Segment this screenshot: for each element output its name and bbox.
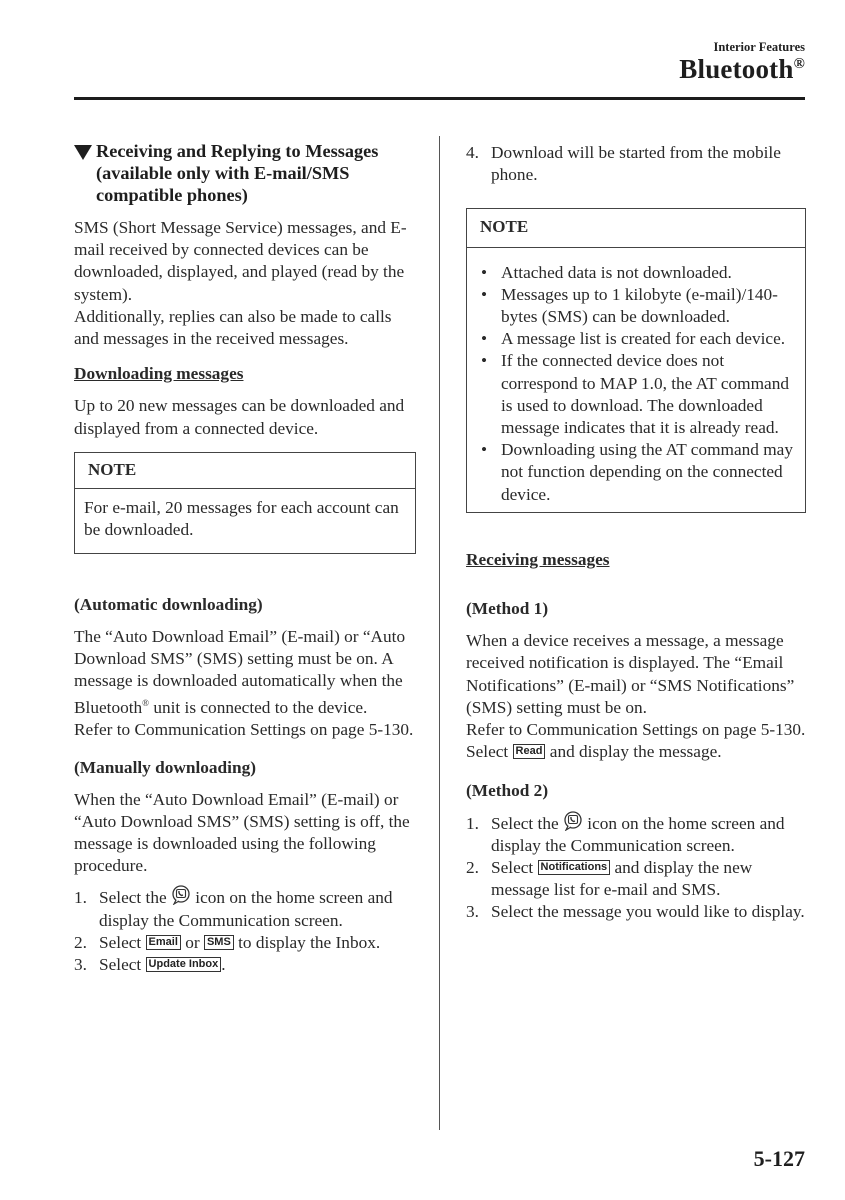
step-text: icon on the home screen and display the Communication screen. [99,888,393,930]
section-heading [74,140,416,206]
step-text: Select the message you would like to display. [491,902,805,922]
list-item [467,284,797,328]
right-column [466,142,806,924]
manual-steps-list [74,887,416,976]
note-item-text: Messages up to 1 kilobyte (e-mail)/140-bytes (SMS) can be downloaded. [501,284,778,327]
step-number: 3. [466,902,479,922]
automatic-reference: Refer to Communication Settings on page 5-130. [74,720,414,740]
page-title-text: Bluetooth [679,54,794,84]
step-number: 4. [466,143,479,162]
manual-steps-continued [466,142,806,186]
method-2-heading: (Method 2) [466,781,549,801]
method-1-paragraph: When a device receives a message, a message received notification is displayed. The “Email Notifications” (E-mail) or “SMS Notifications” (SMS) setting must be on. [466,631,795,717]
step-text: Select the [99,888,171,908]
communication-icon [563,811,583,831]
step-number: 2. [74,932,87,952]
registered-mark: ® [793,56,805,72]
note-item-text: Downloading using the AT command may not function depending on the connected device. [501,440,793,504]
list-item [466,857,806,901]
automatic-text: The “Auto Download Email” (E-mail) or “Auto Download SMS” (SMS) setting must be on. A message is downloaded automatically when the Bluetooth [74,626,406,718]
note-title: NOTE [75,453,415,489]
bullet: • [481,329,488,349]
intro-paragraph: SMS (Short Message Service) messages, and E-mail received by connected devices can be downloaded, displayed, and played (read by the system). [74,218,407,304]
manual-paragraph: When the “Auto Download Email” (E-mail) or “Auto Download SMS” (SMS) setting is off, the message is downloaded using the following procedure. [74,789,410,876]
list-item [467,439,797,506]
note-item-text: Attached data is not downloaded. [501,262,732,282]
list-item [74,887,416,931]
step-text: and display the new message list for e-mail and SMS. [491,858,753,900]
method-1-select [466,741,806,763]
note-box [74,452,416,555]
list-item [74,932,416,954]
note-list [467,262,797,506]
header-rule [74,97,805,100]
email-button[interactable]: Email [146,935,181,950]
chapter-section-label: Interior Features [713,40,805,54]
step-text: Select [99,955,146,975]
method-1-heading: (Method 1) [466,599,549,619]
communication-icon [171,885,191,905]
step-number: 3. [74,955,87,975]
step-text: Select [99,932,146,952]
step-text: to display the Inbox. [233,932,381,952]
downloading-paragraph: Up to 20 new messages can be downloaded and displayed from a connected device. [74,396,405,438]
step-number: 2. [466,858,479,878]
step-text: Download will be started from the mobile phone. [491,143,781,185]
section-heading-text: Receiving and Replying to Messages (available only with E-mail/SMS compatible phones) [96,141,379,205]
method-2-steps [466,813,806,924]
step-number: 1. [74,888,87,908]
note-item-text: A message list is created for each device. [501,329,786,349]
list-item [467,350,797,439]
sms-button[interactable]: SMS [204,935,234,950]
intro-paragraph-2: Additionally, replies can also be made to calls and messages in the received messages. [74,306,392,349]
step-text: icon on the home screen and display the Communication screen. [491,813,785,855]
bullet: • [481,440,488,460]
manual-downloading-heading: (Manually downloading) [74,758,256,778]
note-body [467,248,805,512]
update-inbox-button[interactable]: Update Inbox [146,957,222,972]
automatic-downloading-heading: (Automatic downloading) [74,595,263,615]
bullet: • [481,351,488,371]
note-title: NOTE [467,209,805,247]
bullet: • [481,284,488,304]
note-body: For e-mail, 20 messages for each account can be downloaded. [84,498,399,540]
page-title [679,54,805,85]
list-item [466,813,806,857]
step-text: or [180,932,204,952]
method-1-reference: Refer to Communication Settings on page 5-130. [466,720,806,740]
list-item [467,262,797,284]
read-button[interactable]: Read [513,744,546,759]
list-item [74,954,416,976]
column-divider [439,136,440,1130]
registered-mark: ® [142,698,150,709]
step-text: Select [491,858,538,878]
downloading-messages-heading: Downloading messages [74,364,244,384]
step-text: Select [466,742,513,762]
step-number: 1. [466,813,479,833]
page-number: 5-127 [753,1146,805,1171]
list-item [467,328,797,350]
note-item-text: If the connected device does not correspond to MAP 1.0, the AT command is used to download. The downloaded message indicates that it is already read. [501,351,789,438]
left-column [74,140,416,976]
receiving-messages-heading: Receiving messages [466,549,610,569]
notifications-button[interactable]: Notifications [538,860,611,875]
bullet: • [481,262,488,282]
step-text: . [221,955,226,975]
triangle-marker-icon [74,145,92,160]
step-text: Select the [491,813,563,833]
automatic-text-end: unit is connected to the device. [149,698,368,718]
automatic-paragraph [74,626,416,720]
step-text: and display the message. [545,742,722,762]
list-item [466,901,806,923]
note-box [466,208,806,512]
list-item [466,142,806,186]
